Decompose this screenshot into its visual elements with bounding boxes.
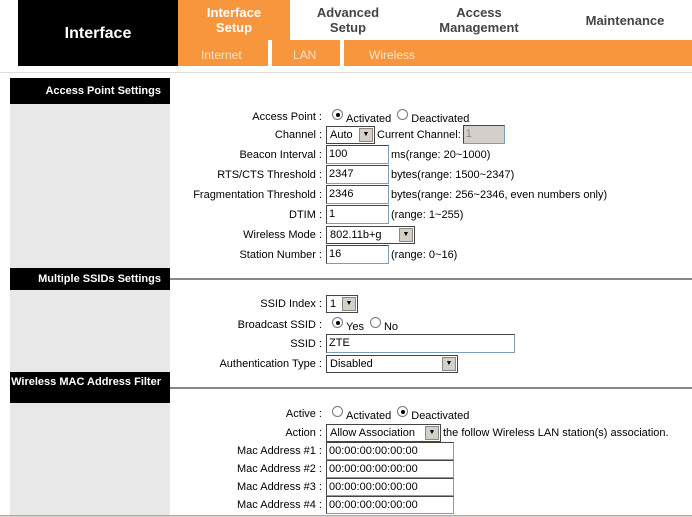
- select-value: 802.11b+g: [330, 228, 382, 241]
- chevron-down-icon: ▼: [425, 426, 439, 440]
- label: Mac Address #4 :: [237, 499, 322, 511]
- mac-address-row: [170, 442, 692, 460]
- label: Mac Address #1 :: [237, 445, 322, 457]
- mac-address-row: [170, 496, 692, 514]
- ssid-index-select[interactable]: [326, 295, 358, 313]
- chevron-down-icon: ▼: [359, 128, 373, 142]
- fragmentation-threshold-input[interactable]: 2346: [326, 185, 389, 204]
- label: SSID :: [290, 337, 322, 350]
- divider: [268, 40, 272, 66]
- tab-advanced-setup[interactable]: Advanced Setup: [316, 5, 380, 35]
- left-column: [10, 78, 170, 517]
- ssid-row: [170, 334, 692, 353]
- mac-address-row: [170, 478, 692, 496]
- broadcast-yes-radio[interactable]: [332, 317, 343, 328]
- station-row: [170, 245, 692, 264]
- tab-maintenance[interactable]: Maintenance: [585, 12, 665, 28]
- ssid-index-row: [170, 294, 692, 313]
- broadcast-ssid-row: [170, 315, 692, 334]
- ssid-input[interactable]: ZTE: [326, 334, 515, 353]
- divider: [340, 40, 344, 66]
- select-value: Auto: [330, 128, 353, 141]
- label: SSID Index :: [260, 297, 322, 310]
- divider: [170, 278, 692, 280]
- divider: [170, 387, 692, 389]
- sub-nav: [178, 40, 692, 66]
- radio-label: Deactivated: [411, 112, 470, 125]
- select-value: Disabled: [330, 357, 373, 370]
- mac-address-row: [170, 460, 692, 478]
- mac-filter-deactivated-radio[interactable]: [397, 406, 408, 417]
- label: Wireless Mode :: [243, 228, 322, 241]
- label: Action :: [285, 426, 322, 439]
- mac-action-row: [170, 423, 692, 442]
- label: Broadcast SSID :: [237, 318, 322, 331]
- label: Mac Address #2 :: [237, 463, 322, 475]
- current-channel-field: 1: [463, 125, 505, 144]
- mac-action-select[interactable]: [326, 424, 441, 442]
- tab-interface-setup[interactable]: Interface Setup: [178, 0, 290, 40]
- mac-address-2-input[interactable]: 00:00:00:00:00:00: [326, 460, 454, 478]
- access-point-row: [170, 107, 692, 126]
- authentication-type-select[interactable]: [326, 355, 458, 373]
- label: Mac Address #3 :: [237, 481, 322, 493]
- chevron-down-icon: ▼: [399, 228, 413, 242]
- label: RTS/CTS Threshold :: [217, 168, 322, 181]
- mac-active-row: [170, 404, 692, 423]
- frag-row: [170, 185, 692, 204]
- select-value: 1: [330, 297, 337, 310]
- radio-label: Activated: [346, 112, 392, 125]
- radio-label: Deactivated: [411, 409, 470, 422]
- label: Access Point :: [252, 110, 322, 123]
- subtab-wireless[interactable]: Wireless: [369, 48, 416, 62]
- main-nav: [178, 0, 692, 40]
- label: Current Channel:: [377, 128, 461, 141]
- channel-row: [170, 125, 692, 144]
- chevron-down-icon: ▼: [442, 357, 456, 371]
- mac-address-4-input[interactable]: 00:00:00:00:00:00: [326, 496, 454, 514]
- rts-row: [170, 165, 692, 184]
- divider: [0, 72, 692, 73]
- label: DTIM :: [289, 208, 322, 221]
- beacon-interval-input[interactable]: 100: [326, 145, 389, 164]
- access-point-activated-radio[interactable]: [332, 109, 343, 120]
- dtim-row: [170, 205, 692, 224]
- section-multiple-ssids: Multiple SSIDs Settings: [10, 268, 170, 290]
- subtab-lan[interactable]: LAN: [293, 48, 317, 62]
- beacon-row: [170, 145, 692, 164]
- logo: Interface: [18, 0, 178, 66]
- note: bytes(range: 256~2346, even numbers only): [391, 188, 608, 201]
- section-wireless-mac-filter: Wireless MAC Address Filter: [10, 372, 170, 403]
- label: Active :: [285, 407, 322, 420]
- mac-address-1-input[interactable]: 00:00:00:00:00:00: [326, 442, 454, 460]
- rts-threshold-input[interactable]: 2347: [326, 165, 389, 184]
- channel-select[interactable]: [326, 126, 375, 144]
- label: Beacon Interval :: [239, 148, 322, 161]
- note: ms(range: 20~1000): [391, 148, 491, 161]
- label: Authentication Type :: [219, 357, 322, 370]
- wireless-mode-select[interactable]: [326, 226, 415, 244]
- radio-label: Yes: [346, 320, 364, 333]
- mac-filter-activated-radio[interactable]: [332, 406, 343, 417]
- note: (range: 0~16): [391, 248, 458, 261]
- chevron-down-icon: ▼: [342, 297, 356, 311]
- label: Station Number :: [239, 248, 322, 261]
- note: bytes(range: 1500~2347): [391, 168, 515, 181]
- access-point-deactivated-radio[interactable]: [397, 109, 408, 120]
- subtab-internet[interactable]: Internet: [201, 48, 242, 62]
- broadcast-no-radio[interactable]: [370, 317, 381, 328]
- section-access-point-settings: Access Point Settings: [10, 78, 170, 104]
- label: Channel :: [274, 128, 322, 141]
- mac-address-3-input[interactable]: 00:00:00:00:00:00: [326, 478, 454, 496]
- label: Fragmentation Threshold :: [193, 188, 322, 201]
- dtim-input[interactable]: 1: [326, 205, 389, 224]
- note: (range: 1~255): [391, 208, 464, 221]
- note: the follow Wireless LAN station(s) association.: [443, 426, 669, 439]
- radio-label: No: [383, 320, 399, 333]
- auth-type-row: [170, 354, 692, 373]
- wireless-mode-row: [170, 225, 692, 244]
- radio-label: Activated: [346, 409, 392, 422]
- select-value: Allow Association: [330, 426, 415, 439]
- tab-access-management[interactable]: Access Management: [439, 5, 519, 35]
- station-number-input[interactable]: 16: [326, 245, 389, 264]
